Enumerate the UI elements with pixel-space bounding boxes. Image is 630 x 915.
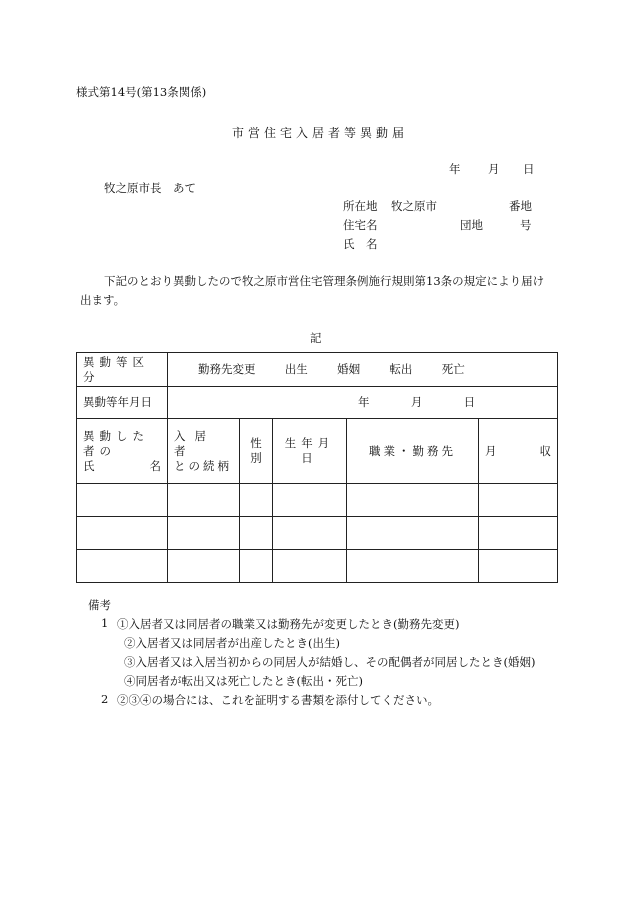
change-type-options-cell[interactable]: [168, 353, 558, 387]
body-text-line1: 下記のとおり異動したので牧之原市営住宅管理条例施行規則第13条の規定により届け: [104, 274, 545, 288]
housing-label: 住宅名: [343, 218, 378, 232]
cell-job[interactable]: [347, 517, 479, 550]
change-form-table: [76, 352, 558, 583]
change-date-day: 日: [463, 395, 476, 409]
table-row: [77, 550, 558, 583]
note-1-a: ①入居者又は同居者の職業又は勤務先が変更したとき(勤務先変更): [117, 617, 460, 631]
table-row: [77, 517, 558, 550]
change-type-label-cell: 異動等区分: [77, 353, 168, 387]
cell-job[interactable]: [347, 484, 479, 517]
cell-birthdate[interactable]: [273, 484, 347, 517]
addressee: 牧之原市長 あて: [104, 181, 196, 195]
cell-birthdate[interactable]: [273, 550, 347, 583]
header-sex: 性 別: [240, 419, 273, 484]
change-date-month: 月: [410, 395, 423, 409]
cell-name[interactable]: [77, 550, 168, 583]
header-birthdate: 生年月日: [273, 419, 347, 484]
cell-sex[interactable]: [240, 550, 273, 583]
cell-birthdate[interactable]: [273, 517, 347, 550]
note-1-b: ②入居者又は同居者が出産したとき(出生): [124, 636, 340, 650]
option-move-out[interactable]: 転出: [389, 362, 413, 376]
banchi-label: 番地: [509, 199, 532, 213]
note-2-number: 2: [101, 692, 109, 706]
header-job: 職業・勤務先: [347, 419, 479, 484]
note-1-d: ④同居者が転出又は死亡したとき(転出・死亡): [124, 674, 363, 688]
note-2: ②③④の場合には、これを証明する書類を添付してください。: [117, 693, 439, 707]
date-day: 日: [523, 162, 535, 176]
body-text-line2: 出ます。: [80, 293, 126, 307]
header-income: 月 収: [479, 419, 558, 484]
cell-relation[interactable]: [168, 484, 240, 517]
document-title: 市営住宅入居者等異動届: [232, 126, 409, 140]
location-label: 所在地: [343, 199, 378, 213]
cell-income[interactable]: [479, 517, 558, 550]
cell-relation[interactable]: [168, 517, 240, 550]
option-job-change[interactable]: 勤務先変更: [198, 362, 256, 376]
cell-relation[interactable]: [168, 550, 240, 583]
date-year: 年: [449, 162, 461, 176]
header-person-name: 異動した者の 氏 名: [77, 419, 168, 484]
cell-name[interactable]: [77, 484, 168, 517]
table-row: [77, 484, 558, 517]
danchi-label: 団地: [460, 218, 483, 232]
notes-heading: 備考: [88, 598, 111, 612]
option-death[interactable]: 死亡: [441, 362, 465, 376]
cell-sex[interactable]: [240, 484, 273, 517]
option-marriage[interactable]: 婚姻: [337, 362, 361, 376]
header-relation: 入居者 との続柄: [168, 419, 240, 484]
date-month: 月: [488, 162, 500, 176]
change-date-label-cell: 異動等年月日: [77, 387, 168, 419]
cell-income[interactable]: [479, 550, 558, 583]
cell-sex[interactable]: [240, 517, 273, 550]
cell-income[interactable]: [479, 484, 558, 517]
note-1-number: 1: [101, 616, 109, 630]
name-label: 氏 名: [343, 237, 378, 251]
option-birth[interactable]: 出生: [284, 362, 308, 376]
gou-label: 号: [520, 218, 532, 232]
ki-label: 記: [310, 331, 322, 345]
change-date-year: 年: [358, 395, 370, 409]
change-date-value-cell[interactable]: [168, 387, 558, 419]
cell-job[interactable]: [347, 550, 479, 583]
cell-name[interactable]: [77, 517, 168, 550]
form-number: 様式第14号(第13条関係): [76, 85, 207, 99]
location-city: 牧之原市: [391, 199, 437, 213]
note-1-c: ③入居者又は入居当初からの同居人が結婚し、その配偶者が同居したとき(婚姻): [124, 655, 536, 669]
